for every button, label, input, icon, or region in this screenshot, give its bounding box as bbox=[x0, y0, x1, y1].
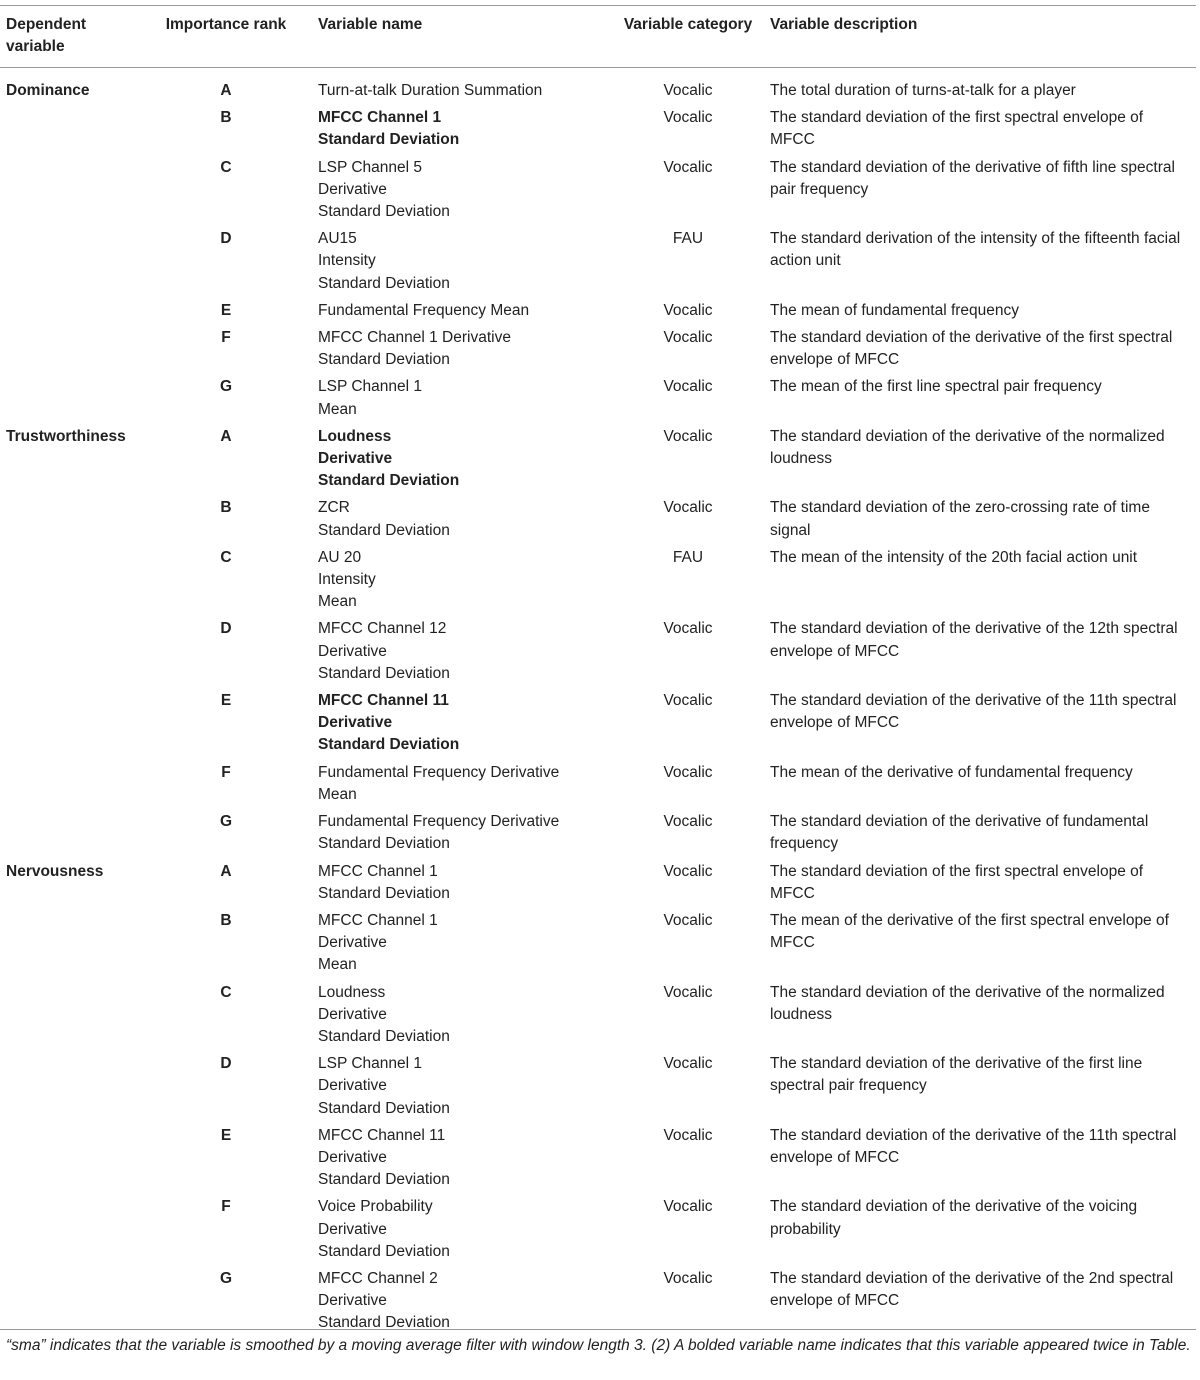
variable-name-cell bbox=[312, 807, 612, 856]
dependent-variable-cell bbox=[0, 323, 140, 372]
variable-name-cell bbox=[312, 543, 612, 615]
table-row bbox=[0, 103, 1196, 152]
table-row bbox=[0, 493, 1196, 542]
variable-name-line: Derivative bbox=[318, 714, 393, 732]
variable-name-cell bbox=[312, 323, 612, 372]
importance-rank-cell: F bbox=[221, 329, 231, 347]
variable-description-cell: The standard deviation of the derivative of the 11th spectral envelope of MFCC bbox=[770, 1126, 1177, 1166]
table-row bbox=[0, 758, 1196, 807]
importance-rank-cell: F bbox=[221, 1198, 231, 1216]
variable-name-cell bbox=[312, 372, 612, 421]
dependent-variable-cell bbox=[0, 224, 140, 296]
variable-name-line: Standard Deviation bbox=[318, 1171, 450, 1189]
dependent-variable-cell bbox=[0, 758, 140, 807]
variable-name-line: Standard Deviation bbox=[318, 1027, 450, 1045]
header-variable-name: Variable name bbox=[312, 6, 612, 68]
variable-name-line: Intensity bbox=[318, 252, 376, 270]
dependent-variable-cell bbox=[0, 1192, 140, 1264]
dependent-variable-cell bbox=[0, 807, 140, 856]
variable-name-line: Turn-at-talk Duration Summation bbox=[318, 82, 543, 99]
variable-category-cell: Vocalic bbox=[663, 1198, 713, 1216]
variable-name-line: MFCC Channel 2 bbox=[318, 1269, 438, 1287]
dependent-variable-cell bbox=[0, 296, 140, 323]
variable-name-cell bbox=[312, 103, 612, 152]
variable-name-line: Fundamental Frequency Derivative bbox=[318, 813, 560, 831]
variable-name-line: MFCC Channel 1 bbox=[318, 911, 438, 929]
variable-name-line: Mean bbox=[318, 785, 357, 803]
variable-name-cell bbox=[312, 296, 612, 323]
table-row bbox=[0, 906, 1196, 978]
table-row bbox=[0, 372, 1196, 421]
importance-rank-cell: C bbox=[220, 158, 232, 176]
variable-name-line: Standard Deviation bbox=[318, 203, 450, 221]
variable-category-cell: Vocalic bbox=[663, 499, 713, 517]
variable-name-cell bbox=[312, 224, 612, 296]
table-row bbox=[0, 153, 1196, 225]
variable-category-cell: Vocalic bbox=[663, 427, 713, 445]
table-row bbox=[0, 686, 1196, 758]
variable-category-cell: Vocalic bbox=[663, 378, 713, 396]
variable-name-line: Mean bbox=[318, 956, 357, 974]
importance-rank-cell: B bbox=[220, 499, 232, 517]
variable-category-cell: Vocalic bbox=[663, 620, 713, 638]
variable-description-cell: The standard derivation of the intensity of the fifteenth facial action unit bbox=[770, 230, 1181, 270]
variable-description-cell: The standard deviation of the derivative of fundamental frequency bbox=[770, 813, 1149, 853]
importance-rank-cell: D bbox=[220, 1055, 232, 1073]
importance-rank-cell: G bbox=[219, 813, 233, 831]
dependent-variable-cell bbox=[0, 614, 140, 686]
table-row bbox=[0, 1264, 1196, 1336]
variable-name-line: MFCC Channel 1 bbox=[318, 109, 442, 127]
importance-rank-cell: F bbox=[221, 763, 231, 781]
importance-rank-cell: D bbox=[220, 230, 232, 248]
variable-description-cell: The standard deviation of the derivative of the normalized loudness bbox=[770, 427, 1165, 468]
variable-name-line: Derivative bbox=[318, 642, 387, 660]
dependent-variable-cell bbox=[0, 372, 140, 421]
variable-category-cell: Vocalic bbox=[663, 692, 713, 710]
variable-description-cell: The mean of fundamental frequency bbox=[770, 301, 1020, 319]
dependent-variable-cell bbox=[0, 686, 140, 758]
variable-category-cell: Vocalic bbox=[663, 109, 713, 127]
variable-description-cell: The standard deviation of the derivative of fifth line spectral pair frequency bbox=[770, 158, 1175, 198]
variable-description-cell: The standard deviation of the derivative of the 12th spectral envelope of MFCC bbox=[770, 620, 1178, 660]
variable-name-cell bbox=[312, 493, 612, 542]
variable-name-line: Derivative bbox=[318, 1148, 387, 1166]
table-row bbox=[0, 422, 1196, 494]
importance-rank-cell: A bbox=[220, 82, 232, 99]
variable-name-line: MFCC Channel 11 bbox=[318, 1126, 446, 1144]
table-row bbox=[0, 1121, 1196, 1193]
variable-description-cell: The standard deviation of the derivative of the first line spectral pair frequency bbox=[770, 1055, 1143, 1095]
variable-name-cell bbox=[312, 686, 612, 758]
header-variable-category: Variable category bbox=[612, 6, 764, 68]
variable-name-line: ZCR bbox=[318, 499, 350, 517]
variable-name-line: Intensity bbox=[318, 571, 376, 589]
variable-name-cell bbox=[312, 68, 612, 104]
variable-name-line: Standard Deviation bbox=[318, 1314, 450, 1332]
importance-rank-cell: E bbox=[220, 1126, 232, 1144]
header-variable-description: Variable description bbox=[764, 6, 1196, 68]
variable-name-line: Derivative bbox=[318, 1005, 387, 1023]
variable-name-cell bbox=[312, 1192, 612, 1264]
variable-description-cell: The mean of the intensity of the 20th facial action unit bbox=[770, 548, 1138, 566]
table-row bbox=[0, 224, 1196, 296]
variable-name-line: Derivative bbox=[318, 450, 393, 468]
variable-description-cell: The mean of the derivative of the first spectral envelope of MFCC bbox=[770, 911, 1169, 952]
header-importance-rank: Importance rank bbox=[140, 6, 312, 68]
variable-name-line: Standard Deviation bbox=[318, 274, 450, 292]
variable-name-line: Standard Deviation bbox=[318, 736, 460, 754]
variable-name-cell bbox=[312, 614, 612, 686]
variable-name-line: Standard Deviation bbox=[318, 664, 450, 682]
variable-category-cell: Vocalic bbox=[663, 862, 713, 880]
table-row bbox=[0, 614, 1196, 686]
dependent-variable-cell bbox=[0, 1121, 140, 1193]
dependent-variable-cell: Trustworthiness bbox=[6, 427, 126, 445]
variable-name-line: AU 20 bbox=[318, 548, 362, 566]
variable-name-line: MFCC Channel 1 Derivative bbox=[318, 329, 511, 347]
variable-category-cell: Vocalic bbox=[663, 301, 713, 319]
variable-name-line: Loudness bbox=[318, 427, 392, 445]
variable-importance-table bbox=[0, 6, 1196, 1336]
variable-category-cell: Vocalic bbox=[663, 911, 713, 929]
variable-name-line: Standard Deviation bbox=[318, 1099, 450, 1117]
table-footnote: “sma” indicates that the variable is smoothed by a moving average filter with window length 3. (2) A bolded variable name indicates that this variable appeared twice in Table. bbox=[6, 1337, 1191, 1354]
importance-rank-cell: A bbox=[220, 862, 232, 880]
table-row bbox=[0, 857, 1196, 906]
variable-name-line: MFCC Channel 11 bbox=[318, 692, 449, 710]
variable-name-line: Derivative bbox=[318, 1077, 387, 1095]
table-bottom-rule bbox=[0, 1329, 1196, 1330]
variable-name-line: Derivative bbox=[318, 180, 387, 198]
variable-name-cell bbox=[312, 1049, 612, 1121]
variable-name-line: Derivative bbox=[318, 934, 387, 952]
table-row bbox=[0, 807, 1196, 856]
variable-name-cell bbox=[312, 857, 612, 906]
variable-name-cell bbox=[312, 153, 612, 225]
table-row bbox=[0, 978, 1196, 1050]
importance-rank-cell: C bbox=[220, 983, 232, 1001]
importance-rank-cell: G bbox=[219, 378, 233, 396]
variable-name-line: Fundamental Frequency Derivative bbox=[318, 763, 560, 781]
variable-description-cell: The standard deviation of the derivative of the 2nd spectral envelope of MFCC bbox=[770, 1269, 1174, 1310]
variable-name-line: LSP Channel 1 bbox=[318, 1055, 422, 1073]
variable-category-cell: Vocalic bbox=[663, 983, 713, 1001]
dependent-variable-cell bbox=[0, 1264, 140, 1336]
variable-description-cell: The standard deviation of the zero-crossing rate of time signal bbox=[770, 499, 1150, 539]
variable-name-line: Fundamental Frequency Mean bbox=[318, 301, 530, 319]
importance-rank-cell: E bbox=[220, 692, 232, 710]
variable-name-cell bbox=[312, 1264, 612, 1336]
importance-rank-cell: B bbox=[220, 109, 232, 127]
variable-description-cell: The standard deviation of the derivative of the first spectral envelope of MFCC bbox=[770, 329, 1173, 369]
table-row bbox=[0, 323, 1196, 372]
variable-name-line: Derivative bbox=[318, 1292, 387, 1310]
variable-name-line: Loudness bbox=[318, 983, 386, 1001]
table-row bbox=[0, 68, 1196, 104]
variable-name-line: Mean bbox=[318, 400, 357, 418]
importance-rank-cell: B bbox=[220, 911, 232, 929]
variable-category-cell: Vocalic bbox=[663, 813, 713, 831]
variable-description-cell: The total duration of turns-at-talk for a player bbox=[770, 82, 1076, 99]
variable-name-cell bbox=[312, 1121, 612, 1193]
variable-category-cell: Vocalic bbox=[663, 763, 713, 781]
variable-name-line: MFCC Channel 1 bbox=[318, 862, 438, 880]
importance-rank-cell: E bbox=[220, 301, 232, 319]
variable-description-cell: The standard deviation of the derivative of the voicing probability bbox=[770, 1198, 1138, 1238]
dependent-variable-cell bbox=[0, 906, 140, 978]
variable-name-line: Voice Probability bbox=[318, 1198, 433, 1216]
variable-name-line: Standard Deviation bbox=[318, 884, 450, 902]
variable-description-cell: The standard deviation of the first spectral envelope of MFCC bbox=[770, 109, 1144, 149]
dependent-variable-cell bbox=[0, 1049, 140, 1121]
table-row bbox=[0, 296, 1196, 323]
variable-name-line: MFCC Channel 12 bbox=[318, 620, 447, 638]
variable-description-cell: The standard deviation of the derivative of the normalized loudness bbox=[770, 983, 1165, 1023]
table-row bbox=[0, 543, 1196, 615]
dependent-variable-cell: Nervousness bbox=[6, 862, 104, 880]
variable-category-cell: Vocalic bbox=[663, 1269, 713, 1287]
variable-description-cell: The standard deviation of the derivative of the 11th spectral envelope of MFCC bbox=[770, 692, 1177, 732]
variable-category-cell: Vocalic bbox=[663, 1055, 713, 1073]
variable-name-line: LSP Channel 1 bbox=[318, 378, 422, 396]
dependent-variable-cell bbox=[0, 978, 140, 1050]
variable-name-line: Standard Deviation bbox=[318, 131, 460, 149]
variable-name-cell bbox=[312, 758, 612, 807]
variable-category-cell: FAU bbox=[672, 548, 704, 566]
variable-category-cell: Vocalic bbox=[663, 158, 713, 176]
dependent-variable-cell bbox=[0, 103, 140, 152]
variable-name-line: LSP Channel 5 bbox=[318, 158, 422, 176]
variable-name-line: Standard Deviation bbox=[318, 1242, 450, 1260]
table-header bbox=[0, 6, 1196, 68]
variable-name-line: Standard Deviation bbox=[318, 835, 450, 853]
variable-name-cell bbox=[312, 422, 612, 494]
variable-description-cell: The mean of the derivative of fundamental frequency bbox=[770, 763, 1133, 781]
variable-category-cell: Vocalic bbox=[663, 82, 713, 99]
dependent-variable-cell bbox=[0, 493, 140, 542]
header-dependent-variable: Dependent variable bbox=[0, 6, 140, 68]
table-row bbox=[0, 1049, 1196, 1121]
importance-rank-cell: G bbox=[219, 1269, 233, 1287]
variable-category-cell: FAU bbox=[672, 230, 704, 248]
table-body bbox=[0, 68, 1196, 1336]
dependent-variable-cell bbox=[0, 543, 140, 615]
variable-name-line: Derivative bbox=[318, 1220, 387, 1238]
importance-rank-cell: D bbox=[220, 620, 232, 638]
variable-name-line: Standard Deviation bbox=[318, 472, 460, 490]
variable-name-line: AU15 bbox=[318, 230, 357, 248]
dependent-variable-cell: Dominance bbox=[6, 82, 90, 99]
header-row bbox=[0, 6, 1196, 68]
variable-name-line: Standard Deviation bbox=[318, 351, 450, 369]
variable-description-cell: The mean of the first line spectral pair frequency bbox=[770, 378, 1102, 396]
variable-name-cell bbox=[312, 978, 612, 1050]
importance-rank-cell: A bbox=[220, 427, 232, 445]
variable-description-cell: The standard deviation of the first spectral envelope of MFCC bbox=[770, 862, 1144, 902]
variable-name-cell bbox=[312, 906, 612, 978]
importance-rank-cell: C bbox=[220, 548, 232, 566]
dependent-variable-cell bbox=[0, 153, 140, 225]
table-row bbox=[0, 1192, 1196, 1264]
variable-category-cell: Vocalic bbox=[663, 1126, 713, 1144]
variable-name-line: Mean bbox=[318, 593, 357, 611]
variable-category-cell: Vocalic bbox=[663, 329, 713, 347]
variable-name-line: Standard Deviation bbox=[318, 521, 450, 539]
